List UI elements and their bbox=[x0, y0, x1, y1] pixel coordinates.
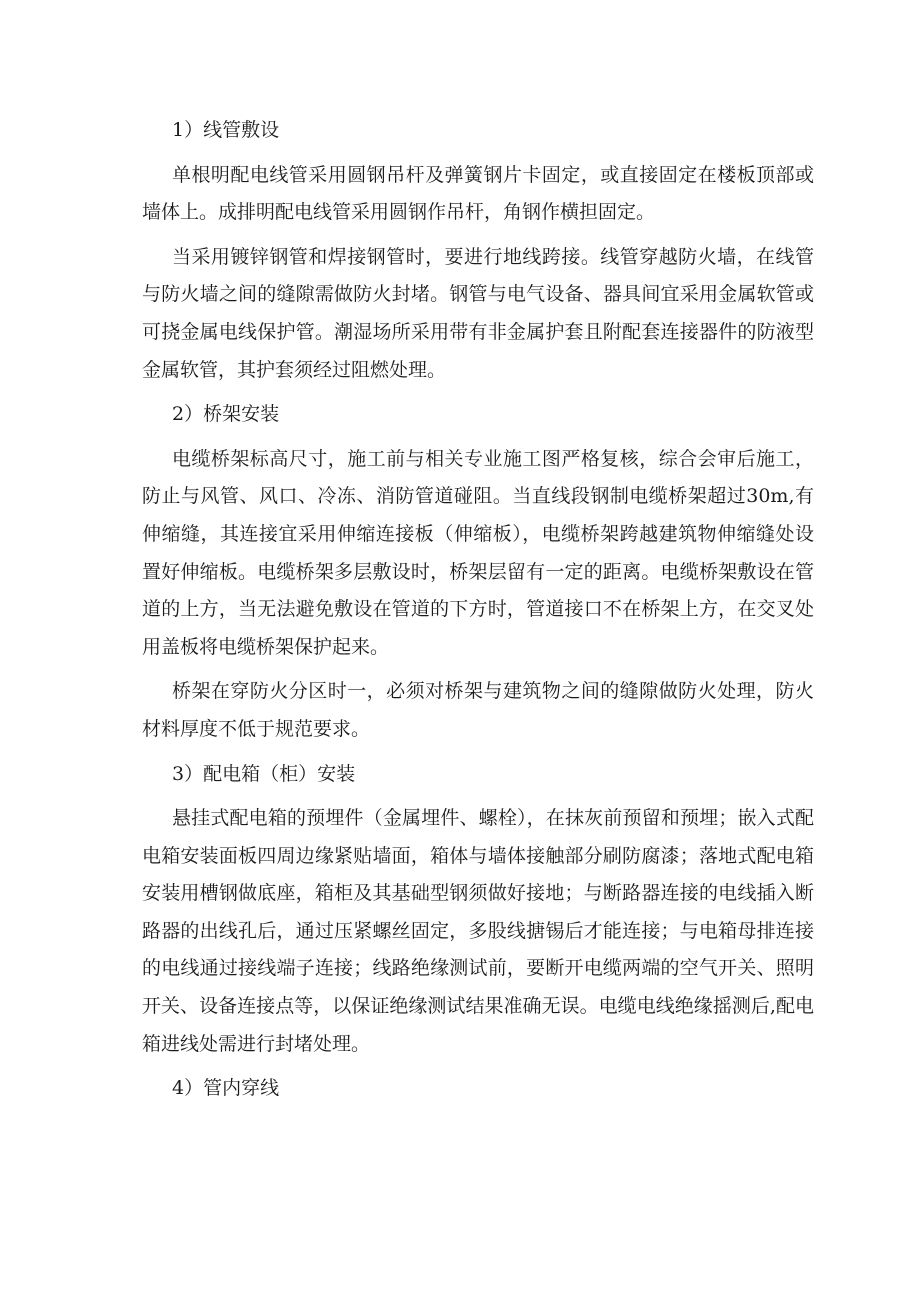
section-heading-tray-installation: 2）桥架安装 bbox=[172, 403, 280, 426]
paragraph-distribution-box: 悬挂式配电箱的预埋件（金属埋件、螺栓），在抹灰前预留和预埋；嵌入式配电箱安装面板四周边缘紧贴墙面，箱体与墙体接触部分刷防腐漆；落地式配电箱安装用槽钢做底座，箱柜及其基础型钢须做好接地；与断路器连接的电线插入断路器的出线孔后，通过压紧螺丝固定，多股线搪锡后才能连接；与电箱母排连接的电线通过接线端子连接；线路绝缘测试前，要断开电缆两端的空气开关、照明开关、设备连接点等，以保证绝缘测试结果准确无误。电缆电线绝缘摇测后,配电箱进线处需进行封堵处理。 bbox=[142, 807, 814, 1055]
paragraph-conduit-grounding: 当采用镀锌钢管和焊接钢管时，要进行地线跨接。线管穿越防火墙，在线管与防火墙之间的缝隙需做防火封堵。钢管与电气设备、器具间宜采用金属软管或可挠金属电线保护管。潮湿场所采用带有非金属护套且附配套连接器件的防液型金属软管，其护套须经过阻燃处理。 bbox=[142, 245, 814, 381]
paragraph-tray-elevation: 电缆桥架标高尺寸，施工前与相关专业施工图严格复核，综合会审后施工，防止与风管、风口、冷冻、消防管道碰阻。当直线段钢制电缆桥架超过30m,有伸缩缝，其连接宜采用伸缩连接板（伸缩板），电缆桥架跨越建筑物伸缩缝处设置好伸缩板。电缆桥架多层敷设时，桥架层留有一定的距离。电缆桥架敷设在管道的上方，当无法避免敷设在管道的下方时，管道接口不在桥架上方，在交叉处用盖板将电缆桥架保护起来。 bbox=[142, 447, 814, 658]
paragraph-conduit-fixing: 单根明配电线管采用圆钢吊杆及弹簧钢片卡固定，或直接固定在楼板顶部或墙体上。成排明配电线管采用圆钢作吊杆，角钢作横担固定。 bbox=[142, 163, 814, 224]
section-heading-conduit-laying: 1）线管敷设 bbox=[172, 119, 280, 141]
document-body bbox=[142, 112, 814, 1115]
paragraph-tray-fireproofing: 桥架在穿防火分区时一，必须对桥架与建筑物之间的缝隙做防火处理，防火材料厚度不低于规范要求。 bbox=[142, 680, 814, 740]
section-heading-wire-threading: 4）管内穿线 bbox=[172, 1077, 280, 1100]
section-heading-distribution-box: 3）配电箱（柜）安装 bbox=[172, 762, 356, 785]
